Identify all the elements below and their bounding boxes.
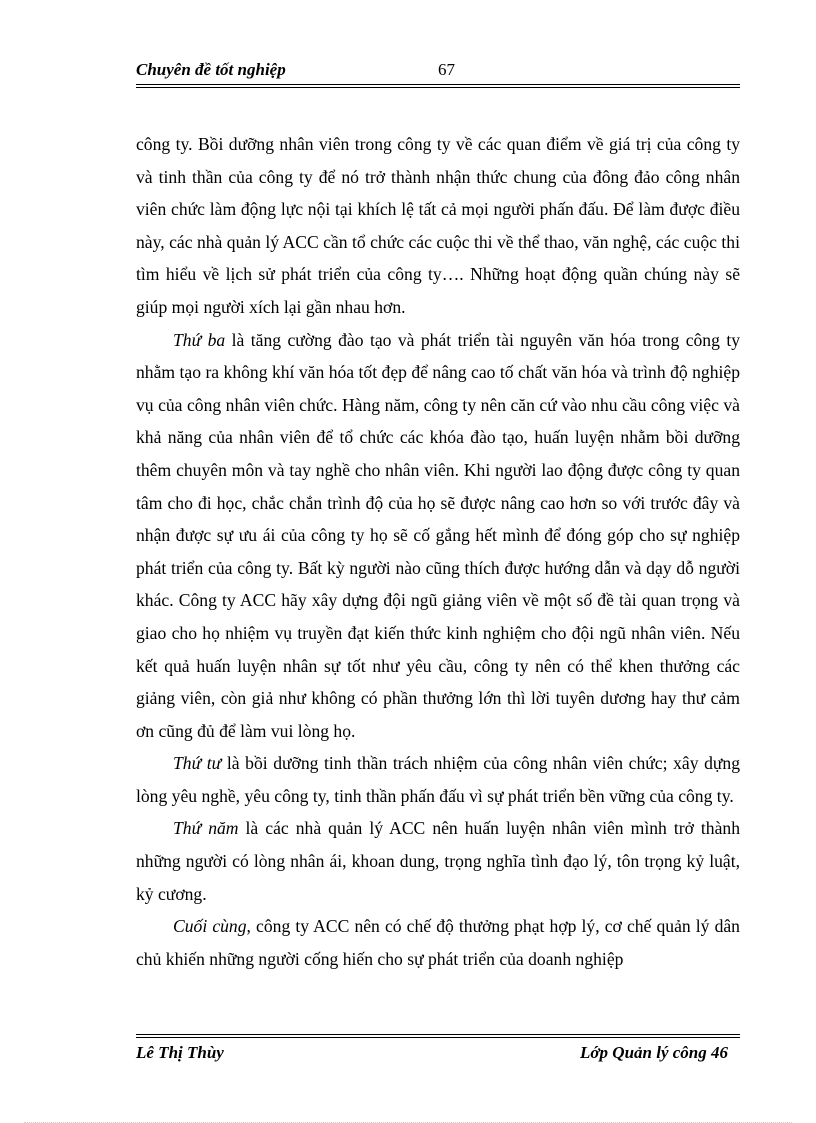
footer-author: Lê Thị Thùy (136, 1043, 224, 1062)
paragraph-2-lead: Thứ ba (173, 329, 226, 350)
paragraph-5 (136, 910, 740, 975)
paragraph-4-text: là các nhà quản lý ACC nên huấn luyện nhân viên mình trở thành những người có lòng nhân ái, khoan dung, trọng nghĩa tình đạo lý, tôn trọng kỷ luật, kỷ cương. (136, 818, 740, 904)
paragraph-2 (136, 324, 740, 748)
document-body (136, 128, 740, 975)
paragraph-3 (136, 747, 740, 812)
paragraph-4 (136, 812, 740, 910)
paragraph-3-text: là bồi dưỡng tinh thần trách nhiệm của công nhân viên chức; xây dựng lòng yêu nghề, yêu công ty, tinh thần phấn đấu vì sự phát triển bền vững của công ty. (136, 753, 741, 806)
paragraph-2-text: là tăng cường đào tạo và phát triển tài nguyên văn hóa trong công ty nhằm tạo ra không khí văn hóa tốt đẹp để nâng cao tố chất văn hóa và trình độ nghiệp vụ của công nhân viên chức. Hàng năm, công ty nên căn cứ vào nhu cầu công việc và khả năng của nhân viên để tổ chức các khóa đào tạo, huấn luyện nhằm bồi dưỡng thêm chuyên môn và tay nghề cho nhân viên. Khi người lao động được công ty quan tâm cho đi học, chắc chắn trình độ của họ sẽ được nâng cao hơn so với trước đây và nhận được sự ưu ái của công ty họ sẽ cố gắng hết mình để đóng góp cho sự nghiệp phát triển của công ty. Bất kỳ người nào cũng thích được hướng dẫn và dạy dỗ người khác. Công ty ACC hãy xây dựng đội ngũ giảng viên về một số đề tài quan trọng và giao cho họ nhiệm vụ truyền đạt kiến thức kinh nghiệm cho đội ngũ nhân viên. Nếu kết quả huấn luyện nhân sự tốt như yêu cầu, công ty nên có thể khen thưởng các giảng viên, còn giả như không có phần thưởng lớn thì lời tuyên dương hay thư cảm ơn cũng đủ để làm vui lòng họ. (136, 329, 741, 741)
paragraph-3-lead: Thứ tư (173, 753, 222, 774)
paragraph-4-lead: Thứ năm (173, 818, 239, 839)
page-number: 67 (438, 60, 455, 79)
paragraph-5-text: , công ty ACC nên có chế độ thưởng phạt hợp lý, cơ chế quản lý dân chủ khiến những người cống hiến cho sự phát triển của doanh nghiệp (136, 916, 740, 969)
header-divider (136, 84, 740, 88)
footer-class: Lớp Quản lý công 46 (580, 1043, 728, 1062)
paragraph-5-lead: Cuối cùng (173, 916, 247, 937)
footer-divider (136, 1034, 740, 1038)
paragraph-1: công ty. Bồi dưỡng nhân viên trong công ty về các quan điểm về giá trị của công ty và tinh thần của công ty để nó trở thành nhận thức chung của đông đảo công nhân viên chức làm động lực nội tại khích lệ tất cả mọi người phấn đấu. Để làm được điều này, các nhà quản lý ACC cần tổ chức các cuộc thi về thể thao, văn nghệ, các cuộc thi tìm hiểu về lịch sử phát triển của công ty…. Những hoạt động quần chúng này sẽ giúp mọi người xích lại gần nhau hơn. (136, 134, 740, 317)
header-title: Chuyên đề tốt nghiệp (136, 60, 286, 79)
